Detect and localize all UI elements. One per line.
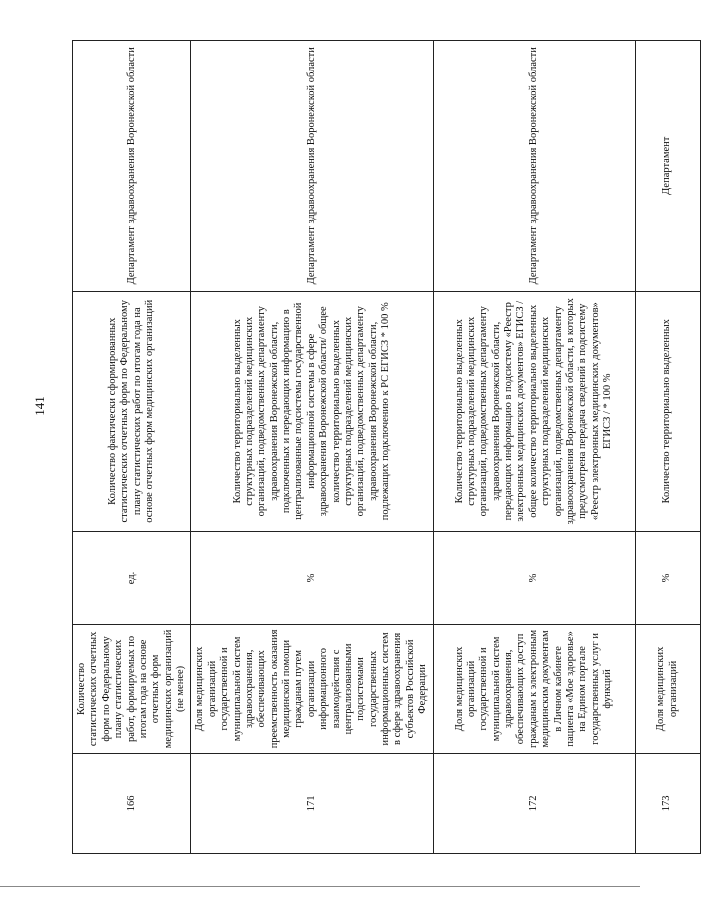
page-bottom-divider [0,886,640,887]
responsible-body: Департамент здравоохранения Воронежской области [191,41,433,292]
responsible-body: Департамент [635,41,700,292]
table-row [73,41,191,854]
table-row [635,41,700,854]
indicators-table [72,40,701,854]
rotated-table-wrapper [72,40,679,854]
row-number: 173 [635,753,700,853]
calculation-formula: Количество фактически сформированных статистических отчетных форм по Федеральному плану статистических работ по итогам года на основе отчетных форм медицинских организаций [73,291,191,531]
responsible-body: Департамент здравоохранения Воронежской области [73,41,191,292]
indicator-name: Доля медицинских организаций [635,625,700,754]
indicator-name: Количество статистических отчетных форм по Федеральному плану статистических работ, формируемых по итогам года на основе отчетных форм медицинских организаций (не менее) [73,625,191,754]
table-row [433,41,635,854]
calculation-formula: Количество территориально выделенных структурных подразделений медицинских организаций, подведомственных департаменту здравоохранения Воронежской области, передающих информацию в подсистему «Реестр электронных медицинских документов» ЕГИСЗ / общее количество территориально выделенных структурных подразделений медицинских организаций, подведомственных департаменту здравоохранения Воронежской области, в которых предусмотрена передача сведений в подсистему «Реестр электронных медицинских документов» ЕГИСЗ / * 100 % [433,291,635,531]
row-number: 172 [433,753,635,853]
responsible-body: Департамент здравоохранения Воронежской области [433,41,635,292]
unit-of-measure: % [433,531,635,624]
row-number: 171 [191,753,433,853]
page-number: 141 [32,396,47,416]
indicator-name: Доля медицинских организаций государственной и муниципальной систем здравоохранения, обеспечивающих преемственность оказания медицинской помощи гражданам путем организации информационного взаимодействия с централизованными подсистемами государственных информационных систем в сфере здравоохранения субъектов Российской Федерации [191,625,433,754]
table-row [191,41,433,854]
unit-of-measure: % [191,531,433,624]
indicator-name: Доля медицинских организаций государственной и муниципальной систем здравоохранения, обеспечивающих доступ гражданам к электронным медицинским документам в Личном кабинете пациента «Мое здоровье» на Едином портале государственных услуг и функций [433,625,635,754]
row-number: 166 [73,753,191,853]
unit-of-measure: ед. [73,531,191,624]
calculation-formula: Количество территориально выделенных [635,291,700,531]
unit-of-measure: % [635,531,700,624]
calculation-formula: Количество территориально выделенных структурных подразделений медицинских организаций, подведомственных департаменту здравоохранения Воронежской области, подключенных и передающих информацию в централизованные подсистемы государственной информационной системы в сфере здравоохранения Воронежской области/ общее количество территориально выделенных структурных подразделений медицинских организаций, подведомственных департаменту здравоохранения Воронежской области, подлежащих подключению к РС ЕГИСЗ * 100 % [191,291,433,531]
